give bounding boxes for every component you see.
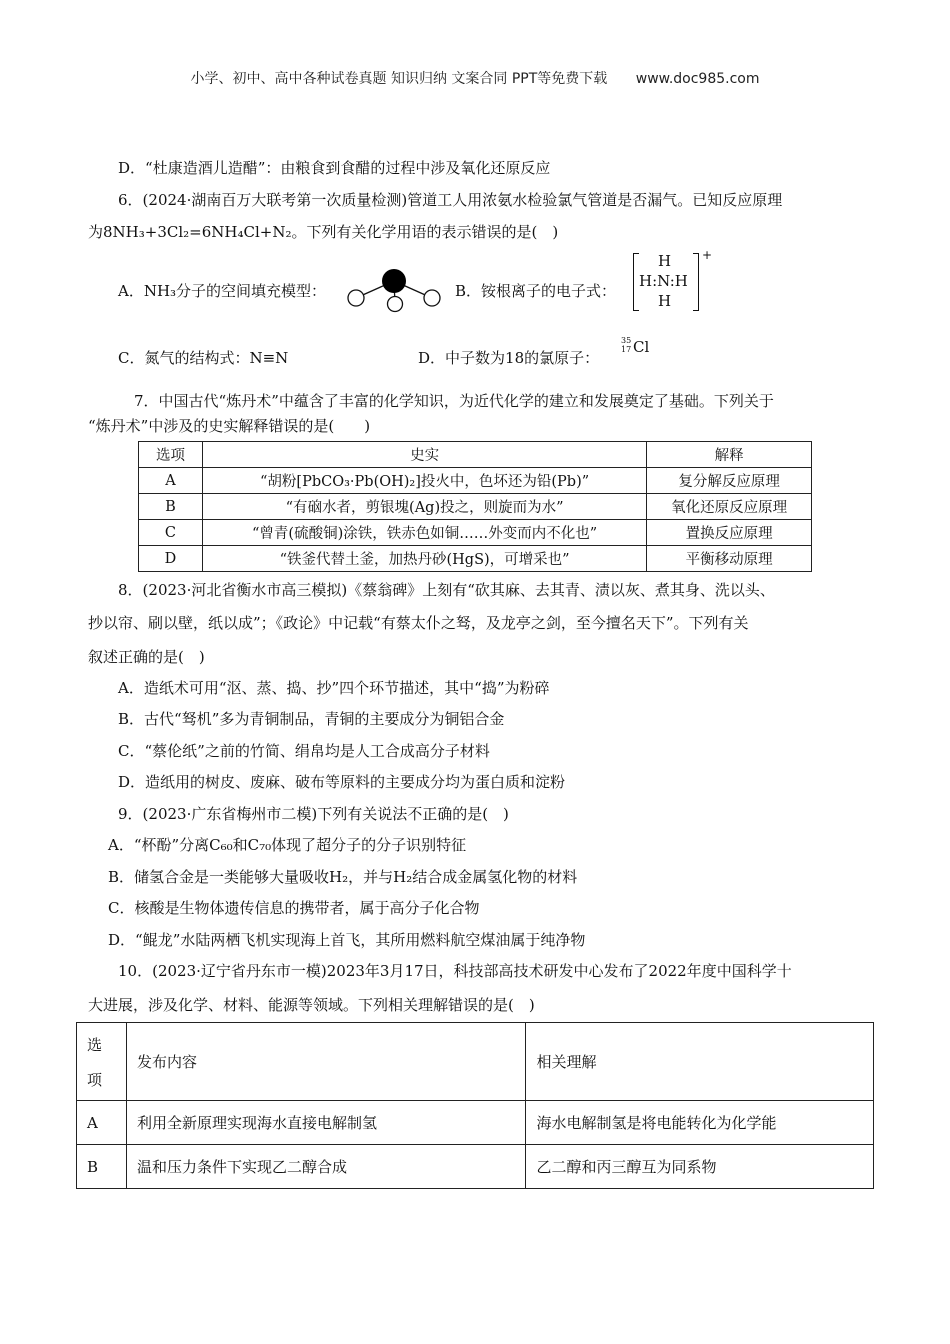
header-option-bottom: 项 <box>87 1070 103 1089</box>
ammonium-electron-formula <box>631 250 711 314</box>
header-text: 小学、初中、高中各种试卷真题 知识归纳 文案合同 PPT等免费下载 <box>190 71 608 87</box>
right-bracket <box>693 253 699 311</box>
q9-option-d: D．“鲲龙”水陆两栖飞机实现海上首飞，其所用燃料航空煤油属于纯净物 <box>108 931 586 949</box>
electron-formula-bottom: H <box>658 292 672 310</box>
table-header-cell: 史实 <box>202 442 646 468</box>
header-url[interactable]: www.doc985.com <box>635 71 760 87</box>
q6-option-c: C．氮气的结构式：N≡N <box>118 349 289 367</box>
isotope-atomic-number: 17 <box>621 345 632 354</box>
q6-stem-line2: 为8NH₃+3Cl₂=6NH₄Cl+N₂。下列有关化学用语的表示错误的是( ) <box>88 223 559 241</box>
table-cell: 氧化还原反应原理 <box>647 494 812 520</box>
table-cell: A <box>139 468 203 494</box>
table-row <box>77 1101 874 1145</box>
q8-stem-line1: 8．(2023·河北省衡水市高三模拟)《蔡翁碑》上刻有“砍其麻、去其青、渍以灰、煮其身、洗以头、 <box>118 581 775 599</box>
table-cell: 温和压力条件下实现乙二醇合成 <box>126 1145 525 1189</box>
table-cell: 平衡移动原理 <box>647 546 812 572</box>
table-cell: “有硇水者，剪银塊(Ag)投之，则旋而为水” <box>202 494 646 520</box>
table-header-cell: 选项 <box>139 442 203 468</box>
table-cell: 海水电解制氢是将电能转化为化学能 <box>526 1101 874 1145</box>
q8-stem-line3: 叙述正确的是( ) <box>88 648 205 666</box>
table-header-cell: 相关理解 <box>526 1023 874 1101</box>
q8-option-c: C．“蔡伦纸”之前的竹简、绢帛均是人工合成高分子材料 <box>118 742 490 760</box>
table-header-cell <box>77 1023 127 1101</box>
electron-formula-top: H <box>658 252 672 270</box>
q9-option-c: C．核酸是生物体遗传信息的携带者，属于高分子化合物 <box>108 899 480 917</box>
table-row <box>139 494 812 520</box>
q8-stem-line2: 抄以帘、刷以壁，纸以成”；《政论》中记载“有蔡太仆之驽，及龙亭之剑，至今擅名天下”。下列有关 <box>88 614 749 632</box>
table-header-row <box>139 442 812 468</box>
table-cell: D <box>139 546 203 572</box>
table-header-cell: 发布内容 <box>126 1023 525 1101</box>
table-cell: 置换反应原理 <box>647 520 812 546</box>
q9-stem: 9．(2023·广东省梅州市二模)下列有关说法不正确的是( ) <box>118 805 509 823</box>
nh3-space-filling-model <box>342 264 446 314</box>
isotope-symbol: Cl <box>633 338 650 356</box>
table-cell: B <box>139 494 203 520</box>
page-header <box>0 68 950 88</box>
q6-option-b: B．铵根离子的电子式： <box>455 282 617 300</box>
q7-table <box>138 441 812 572</box>
header-option-top: 选 <box>87 1035 103 1054</box>
table-row <box>139 546 812 572</box>
q8-option-a: A．造纸术可用“沤、蒸、捣、抄”四个环节描述，其中“捣”为粉碎 <box>118 679 550 697</box>
electron-formula-middle: H:N:H <box>639 272 688 290</box>
table-cell: 利用全新原理实现海水直接电解制氢 <box>126 1101 525 1145</box>
table-cell: 乙二醇和丙三醇互为同系物 <box>526 1145 874 1189</box>
isotope-mass-number: 35 <box>621 336 632 345</box>
electron-formula-charge: + <box>702 248 713 262</box>
table-cell: “胡粉[PbCO₃·Pb(OH)₂]投火中，色坏还为铅(Pb)” <box>202 468 646 494</box>
q5-option-d: D．“杜康造酒儿造醋”：由粮食到食醋的过程中涉及氧化还原反应 <box>118 159 551 177</box>
table-row <box>139 520 812 546</box>
q10-table <box>76 1022 874 1189</box>
q6-option-d: D．中子数为18的氯原子： <box>418 349 600 367</box>
table-row <box>77 1145 874 1189</box>
q7-stem-line2: “炼丹术”中涉及的史实解释错误的是( ) <box>88 417 371 435</box>
table-cell: 复分解反应原理 <box>647 468 812 494</box>
q9-option-b: B．储氢合金是一类能够大量吸收H₂，并与H₂结合成金属氢化物的材料 <box>108 868 578 886</box>
q8-option-b: B．古代“驽机”多为青铜制品，青铜的主要成分为铜铝合金 <box>118 710 505 728</box>
table-header-cell: 解释 <box>647 442 812 468</box>
table-row <box>139 468 812 494</box>
table-cell: C <box>139 520 203 546</box>
q6-option-a: A．NH₃分子的空间填充模型： <box>118 282 327 300</box>
q8-option-d: D．造纸用的树皮、废麻、破布等原料的主要成分均为蛋白质和淀粉 <box>118 773 566 791</box>
table-cell: A <box>77 1101 127 1145</box>
table-cell: “曾青(硫酸铜)涂铁，铁赤色如铜……外变而内不化也” <box>202 520 646 546</box>
table-cell: “铁釜代替土釜，加热丹砂(HgS)，可增采也” <box>202 546 646 572</box>
q7-stem-line1: 7．中国古代“炼丹术”中蕴含了丰富的化学知识，为近代化学的建立和发展奠定了基础。下列关于 <box>134 392 774 410</box>
q10-stem-line1: 10．(2023·辽宁省丹东市一模)2023年3月17日，科技部高技术研发中心发布了2022年度中国科学十 <box>118 962 792 980</box>
table-cell: B <box>77 1145 127 1189</box>
q10-stem-line2: 大进展，涉及化学、材料、能源等领域。下列相关理解错误的是( ) <box>88 996 535 1014</box>
q6-stem-line1: 6．(2024·湖南百万大联考第一次质量检测)管道工人用浓氨水检验氯气管道是否漏气。已知反应原理 <box>118 191 783 209</box>
table-header-row <box>77 1023 874 1101</box>
q9-option-a: A．“杯酚”分离C₆₀和C₇₀体现了超分子的分子识别特征 <box>108 836 467 854</box>
